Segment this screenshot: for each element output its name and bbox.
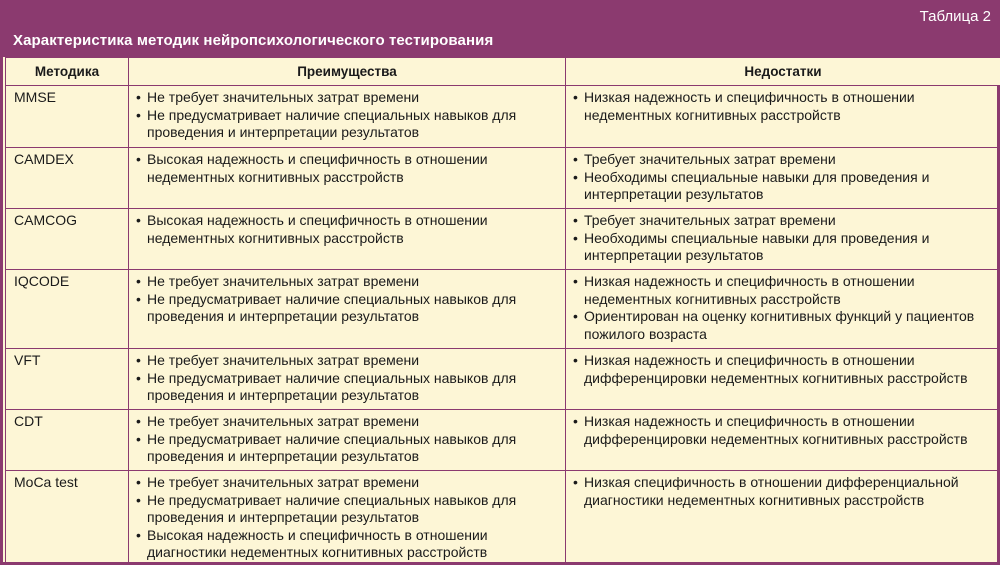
cons-item: • Необходимы специальные навыки для проведения и интерпретации результатов bbox=[572, 230, 996, 265]
method-cell: MoCa test bbox=[6, 471, 129, 565]
cons-item: • Ориентирован на оценку когнитивных функций у пациентов пожилого возраста bbox=[572, 308, 996, 343]
method-cell: CAMDEX bbox=[6, 148, 129, 209]
pros-item: • Не предусматривает наличие специальных навыков для проведения и интерпретации результатов bbox=[135, 370, 561, 405]
cons-cell bbox=[566, 410, 1000, 471]
pros-item: • Не требует значительных затрат времени bbox=[135, 352, 561, 370]
column-header-cons: Недостатки bbox=[566, 58, 1000, 86]
cons-cell bbox=[566, 86, 1000, 148]
table-header-bar bbox=[3, 0, 1000, 57]
cons-cell bbox=[566, 270, 1000, 349]
method-cell: VFT bbox=[6, 349, 129, 410]
table-row bbox=[6, 148, 1000, 209]
cons-item: • Низкая специфичность в отношении дифференциальной диагностики недементных когнитивных расстройств bbox=[572, 474, 996, 509]
method-cell: IQCODE bbox=[6, 270, 129, 349]
table-row bbox=[6, 349, 1000, 410]
cons-cell bbox=[566, 209, 1000, 270]
pros-item: • Не предусматривает наличие специальных навыков для проведения и интерпретации результатов bbox=[135, 492, 561, 527]
pros-item: • Высокая надежность и специфичность в отношении диагностики недементных когнитивных расстройств bbox=[135, 527, 561, 562]
method-cell: MMSE bbox=[6, 86, 129, 148]
table-number: Таблица 2 bbox=[919, 8, 991, 25]
table-row bbox=[6, 86, 1000, 148]
pros-cell bbox=[129, 209, 566, 270]
methods-table bbox=[5, 57, 1000, 565]
table-row bbox=[6, 471, 1000, 565]
cons-item: • Низкая надежность и специфичность в отношении недементных когнитивных расстройств bbox=[572, 89, 996, 124]
cons-cell bbox=[566, 148, 1000, 209]
table-row bbox=[6, 209, 1000, 270]
pros-item: • Не предусматривает наличие специальных навыков для проведения и интерпретации результатов bbox=[135, 291, 561, 326]
pros-item: • Не предусматривает наличие специальных навыков для проведения и интерпретации результатов bbox=[135, 431, 561, 466]
pros-item: • Не предусматривает наличие специальных навыков для проведения и интерпретации результатов bbox=[135, 107, 561, 142]
table-title: Характеристика методик нейропсихологического тестирования bbox=[13, 32, 494, 49]
table-row bbox=[6, 410, 1000, 471]
pros-item: • Не требует значительных затрат времени bbox=[135, 413, 561, 431]
pros-item: • Не требует значительных затрат времени bbox=[135, 474, 561, 492]
cons-item: • Требует значительных затрат времени bbox=[572, 212, 996, 230]
pros-cell bbox=[129, 410, 566, 471]
table-row bbox=[6, 270, 1000, 349]
pros-item: • Высокая надежность и специфичность в отношении недементных когнитивных расстройств bbox=[135, 212, 561, 247]
column-header-method: Методика bbox=[6, 58, 129, 86]
header-row bbox=[6, 58, 1000, 86]
pros-cell bbox=[129, 148, 566, 209]
pros-item: • Не требует значительных затрат времени bbox=[135, 89, 561, 107]
cons-cell bbox=[566, 471, 1000, 565]
cons-item: • Низкая надежность и специфичность в отношении дифференцировки недементных когнитивных расстройств bbox=[572, 413, 996, 448]
column-header-pros: Преимущества bbox=[129, 58, 566, 86]
cons-item: • Требует значительных затрат времени bbox=[572, 151, 996, 169]
cons-item: • Низкая надежность и специфичность в отношении недементных когнитивных расстройств bbox=[572, 273, 996, 308]
cons-item: • Необходимы специальные навыки для проведения и интерпретации результатов bbox=[572, 169, 996, 204]
method-cell: CDT bbox=[6, 410, 129, 471]
pros-cell bbox=[129, 471, 566, 565]
pros-cell bbox=[129, 270, 566, 349]
cons-item: • Низкая надежность и специфичность в отношении дифференцировки недементных когнитивных расстройств bbox=[572, 352, 996, 387]
pros-cell bbox=[129, 349, 566, 410]
cons-cell bbox=[566, 349, 1000, 410]
method-cell: CAMCOG bbox=[6, 209, 129, 270]
pros-item: • Высокая надежность и специфичность в отношении недементных когнитивных расстройств bbox=[135, 151, 561, 186]
pros-cell bbox=[129, 86, 566, 148]
pros-item: • Не требует значительных затрат времени bbox=[135, 273, 561, 291]
